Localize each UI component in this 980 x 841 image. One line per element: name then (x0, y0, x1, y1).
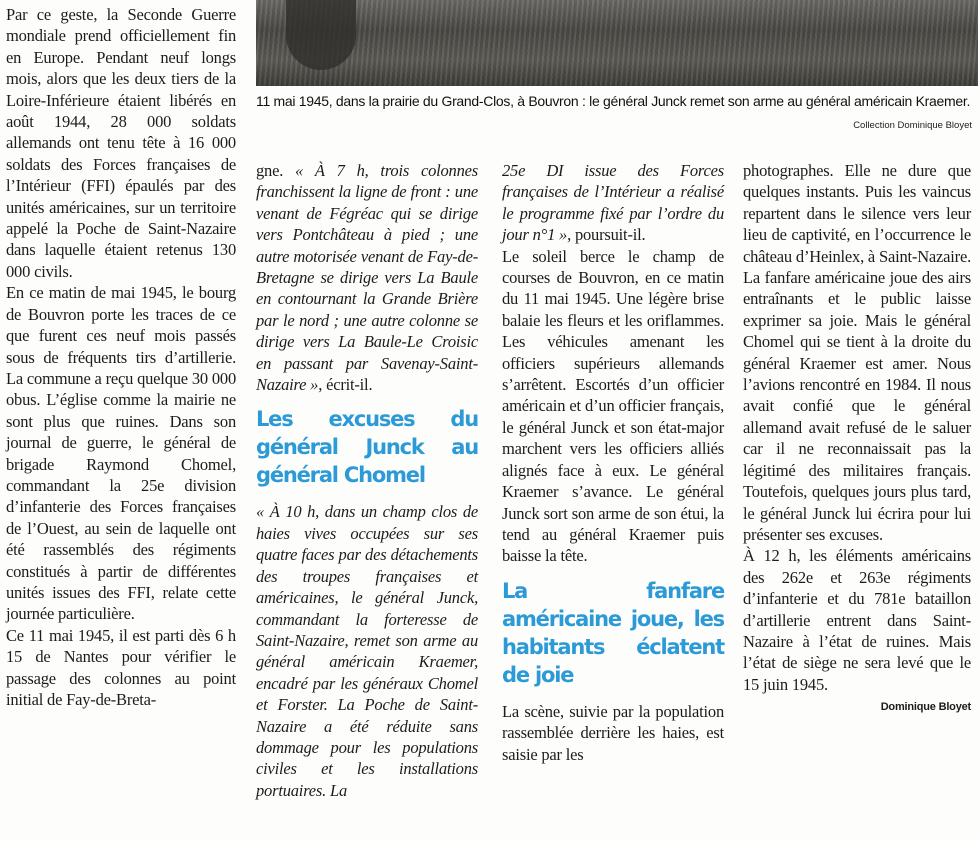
photo-caption: 11 mai 1945, dans la prairie du Grand-Clos, à Bouvron : le général Junck remet son arme au général américain Kraemer. (256, 93, 971, 109)
paragraph (502, 160, 724, 246)
column-3 (502, 160, 724, 765)
paragraph: Le soleil berce le champ de courses de Bouvron, en ce matin du 11 mai 1945. Une légère brise balaie les fleurs et les oriflammes. Les véhicules amenant les officiers supérieurs allemands s’arrêtent. Escortés d’un officier américain et d’un officier français, le général Junck et son état-major marchent vers les officiers alliés alignés face à eux. Le général Kraemer s’avance. Le général Junck sort son arme de son étui, la tend au général Kraemer puis baisse la tête. (502, 246, 724, 566)
photo-figure (286, 0, 356, 70)
section-heading: La fanfare américaine joue, les habitants éclatent de joie (502, 578, 724, 687)
paragraph: La scène, suivie par la population rassemblée derrière les haies, est saisie par les (502, 701, 724, 764)
column-4 (743, 160, 971, 719)
author-signature: Dominique Bloyet (880, 701, 971, 714)
photo-credit: Collection Dominique Bloyet (853, 120, 972, 131)
paragraph (256, 160, 478, 395)
column-2 (256, 160, 478, 801)
paragraph: À 12 h, les éléments américains des 262e et 263e régiments d’infanterie et du 781e bataillon d’artillerie entrent dans Saint-Nazaire à l’état de ruines. Mais l’état de siège ne sera levé que le 15 juin 1945. (743, 546, 971, 694)
paragraph: Ce 11 mai 1945, il est parti dès 6 h 15 de Nantes pour vérifier le passage des colonnes au point initial de Fay-de-Breta- (6, 625, 236, 709)
text-tail: , poursuit-il. (567, 225, 646, 245)
quote: « À 7 h, trois colonnes franchissent la ligne de front : une venant de Fégréac qui se dirige vers Pontchâteau à pied ; une autre motorisée venant de Fay-de-Bretagne se dirige vers La Baule en contournant la Grande Brière par le nord ; une autre colonne se dirige vers La Baule-Le Croisic en passant par Savenay-Saint-Nazaire » (256, 161, 478, 395)
text-tail: , écrit-il. (318, 375, 373, 395)
paragraph: photographes. Elle ne dure que quelques instants. Puis les vaincus repartent dans le silence vers leur lieu de captivité, en l’occurrence le château d’Heinlex, à Saint-Nazaire. La fanfare américaine joue des airs entraînants et le public laisse exprimer sa joie. Mais le général Chomel qui se tient à la droite du général Kraemer est amer. Nous l’avions rencontré en 1984. Il nous avait confié que le général allemand avait refusé de le saluer car il ne reconnaissait pas la légitimé des militaires français. Toutefois, quelques jours plus tard, le général Junck lui écrira pour lui présenter ses excuses. (743, 161, 972, 544)
column-1 (6, 4, 236, 710)
text-lead: gne. (256, 161, 296, 180)
quote: 25e DI issue des Forces françaises de l’Intérieur a réalisé le programme fixé par l’ordre du jour n°1 » (502, 161, 724, 245)
paragraph: En ce matin de mai 1945, le bourg de Bouvron porte les traces de ce que furent ces neuf mois passés sous de fréquents tirs d’artillerie. La commune a reçu quelque 30 000 obus. L’église comme la mairie ne sont plus que ruines. Dans son journal de guerre, le général de brigade Raymond Chomel, commandant la 25e division d’infanterie des Forces françaises de l’Ouest, au sein de laquelle ont été rassemblés des régiments constitués à partir de différentes unités issues des FFI, relate cette journée particulière. (6, 283, 237, 624)
paragraph: Par ce geste, la Seconde Guerre mondiale prend officiellement fin en Europe. Pendant neuf longs mois, alors que les deux tiers de la Loire-Inférieure étaient libérés en août 1944, 28 000 soldats allemands ont tenu tête à 16 000 soldats des Forces françaises de l’Intérieur (FFI) épaulés par des unités américaines, sur un territoire appelé la Poche de Saint-Nazaire dans laquelle étaient retenus 130 000 civils. (6, 5, 236, 281)
section-heading: Les excuses du général Junck au général Chomel (256, 407, 478, 488)
quote-paragraph: « À 10 h, dans un champ clos de haies vives occupées sur ses quatre faces par des détachements des troupes françaises et américaines, le général Junck, commandant la forteresse de Saint-Nazaire, remet son arme au général américain Kraemer, encadré par les généraux Chomel et Forster. La Poche de Saint-Nazaire a été réduite sans dommage pour les populations civiles et les installations portuaires. La (256, 502, 478, 800)
article-photo (256, 0, 978, 86)
